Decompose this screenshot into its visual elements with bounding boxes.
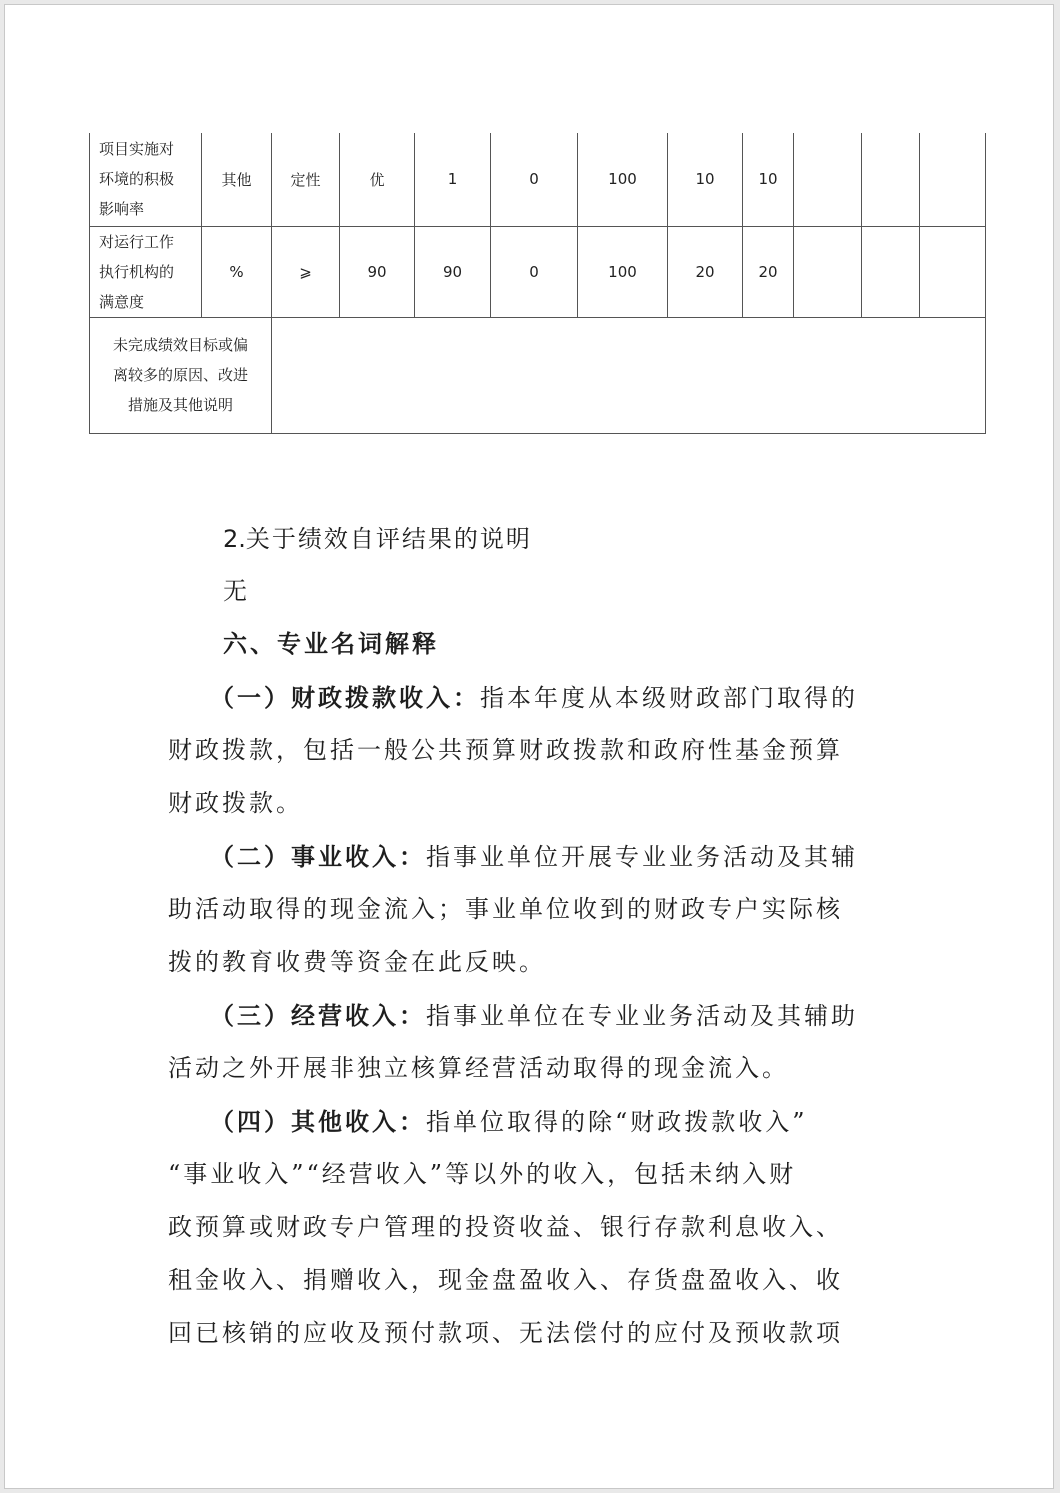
table-cell: ⩾ (272, 226, 340, 317)
section-heading: 六、专业名词解释 (223, 629, 439, 658)
note-label-cell: 未完成绩效目标或偏 离较多的原因、改进 措施及其他说明 (90, 317, 272, 433)
table-row-note (90, 317, 986, 433)
table-cell: 定性 (272, 133, 340, 226)
subsection-heading: 2.关于绩效自评结果的说明 (223, 525, 532, 553)
table-cell: 90 (415, 226, 491, 317)
table-cell (920, 226, 986, 317)
term-paragraph: （一）财政拨款收入：指本年度从本级财政部门取得的 财政拨款，包括一般公共预算财政拨款和政府性基金预算 财政拨款。 (168, 683, 858, 817)
term-label: （四）其他收入： (210, 1107, 426, 1136)
performance-indicator-table (89, 133, 986, 434)
table-cell: 10 (743, 133, 794, 226)
term-label: （三）经营收入： (210, 1001, 426, 1030)
term-label: （二）事业收入： (210, 842, 426, 871)
table-cell (862, 133, 920, 226)
table-cell (920, 133, 986, 226)
term-paragraph: （三）经营收入：指事业单位在专业业务活动及其辅助 活动之外开展非独立核算经营活动取得的现金流入。 (168, 1001, 858, 1082)
table-cell (794, 133, 862, 226)
table-cell: 0 (491, 133, 578, 226)
table-cell: 100 (578, 226, 668, 317)
table-cell: 90 (340, 226, 415, 317)
table-cell (794, 226, 862, 317)
document-page (4, 4, 1054, 1489)
table-cell: 1 (415, 133, 491, 226)
table-cell: 其他 (202, 133, 272, 226)
table-cell: 优 (340, 133, 415, 226)
table-cell: 20 (743, 226, 794, 317)
table-cell: 20 (668, 226, 743, 317)
table-row (90, 226, 986, 317)
table-cell: % (202, 226, 272, 317)
indicator-name-cell: 项目实施对 环境的积极 影响率 (90, 133, 202, 226)
table-row (90, 133, 986, 226)
table-cell: 0 (491, 226, 578, 317)
subsection-content: 无 (223, 577, 250, 605)
table-cell: 10 (668, 133, 743, 226)
term-paragraph: （二）事业收入：指事业单位开展专业业务活动及其辅 助活动取得的现金流入；事业单位收到的财政专户实际核 拨的教育收费等资金在此反映。 (168, 842, 858, 976)
term-paragraph: （四）其他收入：指单位取得的除“财政拨款收入” “事业收入”“经营收入”等以外的收入，包括未纳入财 政预算或财政专户管理的投资收益、银行存款利息收入、 租金收入、捐赠收入，现金盘盈收入、存货盘盈收入、收 回已核销的应收及预付款项、无法偿付的应付及预收款项 (168, 1107, 843, 1347)
table-cell (862, 226, 920, 317)
indicator-name-cell: 对运行工作 执行机构的 满意度 (90, 226, 202, 317)
term-label: （一）财政拨款收入： (210, 683, 480, 712)
table-cell: 100 (578, 133, 668, 226)
note-value-cell (272, 317, 986, 433)
